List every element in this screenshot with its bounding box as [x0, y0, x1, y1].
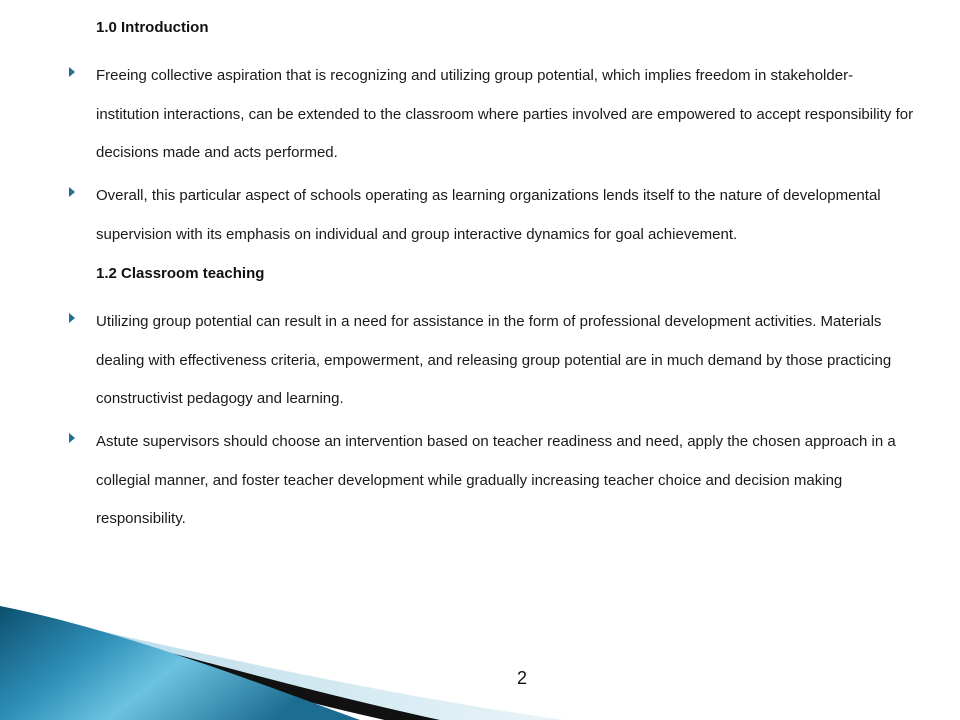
bullet-text: Overall, this particular aspect of schools operating as learning organizations lends itself to the nature of developmental supervision with its emphasis on individual and group interactive dynamics for goal achievement. — [96, 187, 881, 243]
bullet-text: Freeing collective aspiration that is recognizing and utilizing group potential, which implies freedom in stakeholder-institution interactions, can be extended to the classroom where parties involved are empowered to accept responsibility for decisions made and acts performed. — [96, 67, 914, 161]
bullet-text: Utilizing group potential can result in a need for assistance in the form of professional development activities. Materials dealing with effectiveness criteria, empowerment, and releasing group potential are in much demand by those practicing constructivist pedagogy and learning. — [96, 313, 892, 407]
section-heading-introduction: 1.0 Introduction — [96, 19, 209, 36]
blue-swoosh-band — [0, 606, 360, 720]
bullet-text: Astute supervisors should choose an intervention based on teacher readiness and need, apply the chosen approach in a collegial manner, and foster teacher development while gradually increasing teacher choice and decision making responsibility. — [96, 433, 896, 527]
section-heading-classroom-teaching: 1.2 Classroom teaching — [96, 265, 265, 282]
page-number: 2 — [516, 668, 527, 688]
